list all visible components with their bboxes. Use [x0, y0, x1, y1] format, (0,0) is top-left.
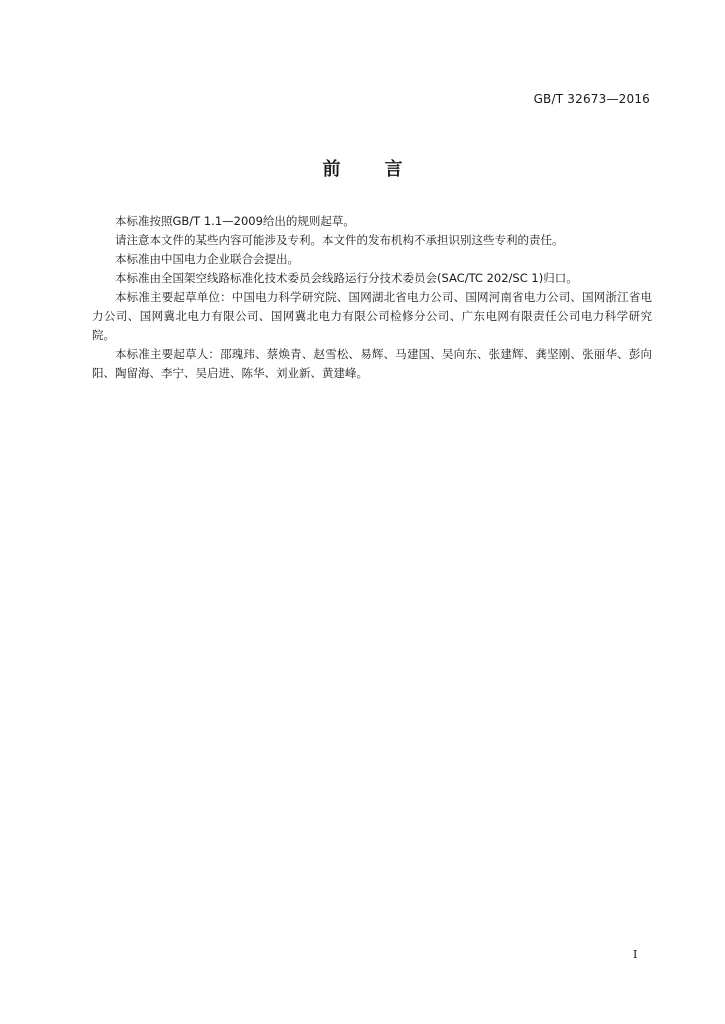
paragraph-proposer: 本标准由中国电力企业联合会提出。	[115, 252, 299, 266]
paragraph-patent-notice: 请注意本文件的某些内容可能涉及专利。本文件的发布机构不承担识别这些专利的责任。	[115, 233, 564, 247]
paragraph-drafting-rules: 本标准按照GB/T 1.1—2009给出的规则起草。	[115, 214, 355, 228]
paragraph-technical-committee: 本标准由全国架空线路标准化技术委员会线路运行分技术委员会(SAC/TC 202/SC 1)归口。	[115, 271, 578, 285]
paragraph-drafters: 本标准主要起草人：邵瑰玮、蔡焕青、赵雪松、易辉、马建国、吴向东、张建辉、龚坚刚、张丽华、彭向阳、陶留海、李宁、吴启进、陈华、刘业新、黄建峰。	[92, 347, 652, 380]
foreword-content	[92, 212, 652, 383]
page-number: I	[633, 948, 638, 961]
standard-code: GB/T 32673—2016	[533, 92, 650, 106]
page-title: 前言	[322, 159, 447, 180]
paragraph-drafting-organizations: 本标准主要起草单位：中国电力科学研究院、国网湖北省电力公司、国网河南省电力公司、国网浙江省电力公司、国网冀北电力有限公司、国网冀北电力有限公司检修分公司、广东电网有限责任公司电力科学研究院。	[92, 290, 652, 342]
